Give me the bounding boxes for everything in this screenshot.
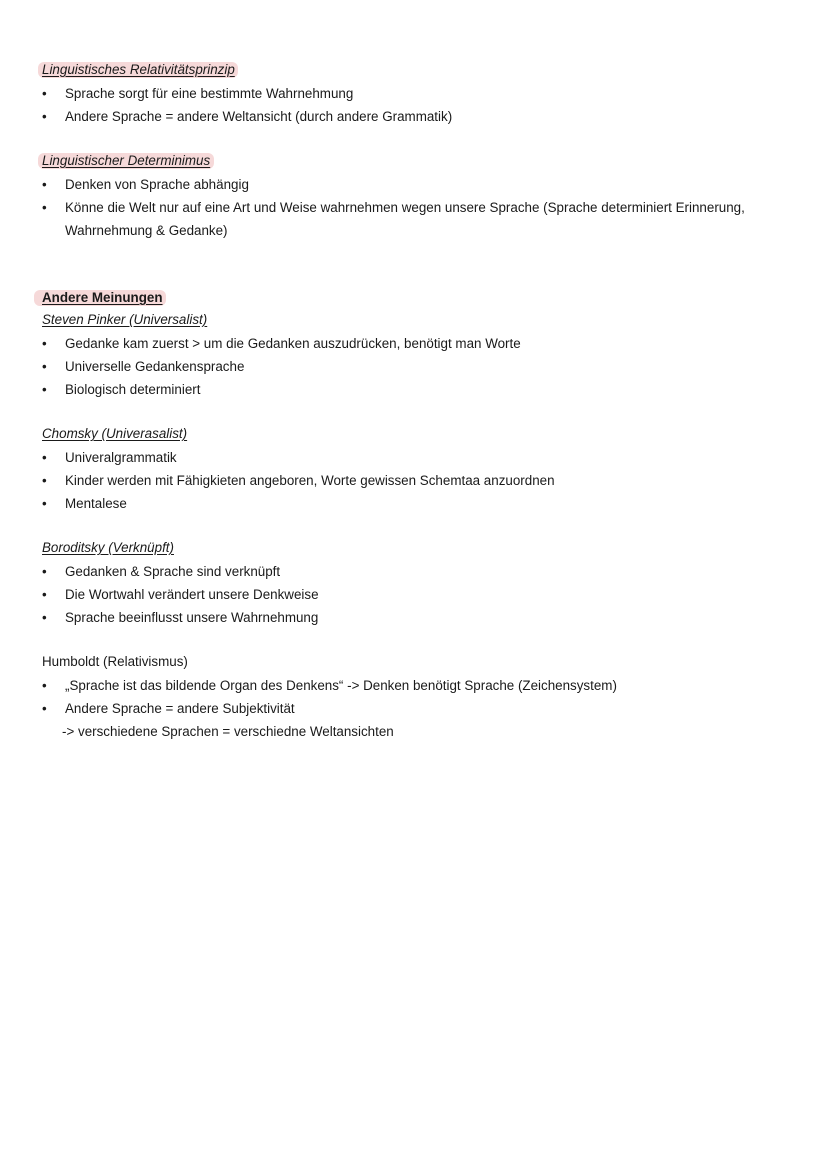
bullet-icon: • (42, 359, 47, 374)
bullet-icon: • (42, 109, 47, 124)
list-item (42, 105, 782, 128)
heading-text: Chomsky (Univerasalist) (42, 426, 188, 441)
section-heading-relativity (42, 61, 235, 79)
bullet-list-boroditsky (42, 560, 782, 629)
heading-text: Andere Meinungen (42, 290, 163, 305)
section-heading-chomsky (42, 425, 187, 443)
bullet-icon: • (42, 200, 47, 215)
section-heading-boroditsky (42, 539, 174, 557)
bullet-list-humboldt (42, 674, 782, 720)
item-text: Gedanken & Sprache sind verknüpft (65, 564, 281, 579)
list-item (42, 378, 782, 401)
list-item (42, 583, 782, 606)
list-item (42, 560, 782, 583)
heading-text: Steven Pinker (Universalist) (42, 312, 208, 327)
bullet-icon: • (42, 382, 47, 397)
continuation-line: -> verschiedene Sprachen = verschiedne Weltansichten (62, 724, 394, 739)
section-heading-determinism (42, 152, 210, 170)
list-item (42, 492, 782, 515)
heading-text: Boroditsky (Verknüpft) (42, 540, 174, 555)
bullet-icon: • (42, 336, 47, 351)
section-heading-pinker (42, 311, 207, 329)
bullet-icon: • (42, 564, 47, 579)
item-text: Andere Sprache = andere Subjektivität (65, 701, 295, 716)
bullet-icon: • (42, 587, 47, 602)
heading-text: Linguistischer Determinimus (42, 153, 211, 168)
list-item (42, 697, 782, 720)
item-text: Universelle Gedankensprache (65, 359, 245, 374)
item-text: Denken von Sprache abhängig (65, 177, 249, 192)
list-item (42, 606, 782, 629)
item-text: „Sprache ist das bildende Organ des Denkens“ -> Denken benötigt Sprache (Zeichensystem) (65, 678, 617, 693)
list-item (42, 355, 782, 378)
bullet-icon: • (42, 610, 47, 625)
item-text: Gedanke kam zuerst > um die Gedanken auszudrücken, benötigt man Worte (65, 336, 521, 351)
bullet-list-pinker (42, 332, 782, 401)
heading-text: Humboldt (Relativismus) (42, 654, 188, 669)
list-item (42, 469, 782, 492)
bullet-list-determinism (42, 173, 782, 242)
bullet-list-relativity (42, 82, 782, 128)
list-item (42, 82, 782, 105)
bullet-icon: • (42, 450, 47, 465)
section-heading-opinions (42, 289, 163, 307)
item-text: Mentalese (65, 496, 127, 511)
list-item (42, 173, 782, 196)
bullet-icon: • (42, 86, 47, 101)
item-text: Die Wortwahl verändert unsere Denkweise (65, 587, 319, 602)
item-text: Univeralgrammatik (65, 450, 177, 465)
list-item (42, 196, 782, 242)
item-text: Könne die Welt nur auf eine Art und Weise wahrnehmen wegen unsere Sprache (Sprache determiniert Erinnerung, Wahrnehmung & Gedanke) (65, 200, 745, 238)
item-text: Andere Sprache = andere Weltansicht (durch andere Grammatik) (65, 109, 453, 124)
item-text: Sprache sorgt für eine bestimmte Wahrnehmung (65, 86, 354, 101)
bullet-icon: • (42, 177, 47, 192)
heading-text: Linguistisches Relativitätsprinzip (42, 62, 235, 77)
bullet-icon: • (42, 473, 47, 488)
bullet-icon: • (42, 678, 47, 693)
section-heading-humboldt (42, 653, 188, 671)
bullet-icon: • (42, 496, 47, 511)
item-text: Biologisch determiniert (65, 382, 201, 397)
list-item (42, 332, 782, 355)
list-item (42, 674, 782, 697)
item-text: Sprache beeinflusst unsere Wahrnehmung (65, 610, 319, 625)
item-text: Kinder werden mit Fähigkieten angeboren, Worte gewissen Schemtaa anzuordnen (65, 473, 555, 488)
bullet-list-chomsky (42, 446, 782, 515)
list-item (42, 446, 782, 469)
bullet-icon: • (42, 701, 47, 716)
